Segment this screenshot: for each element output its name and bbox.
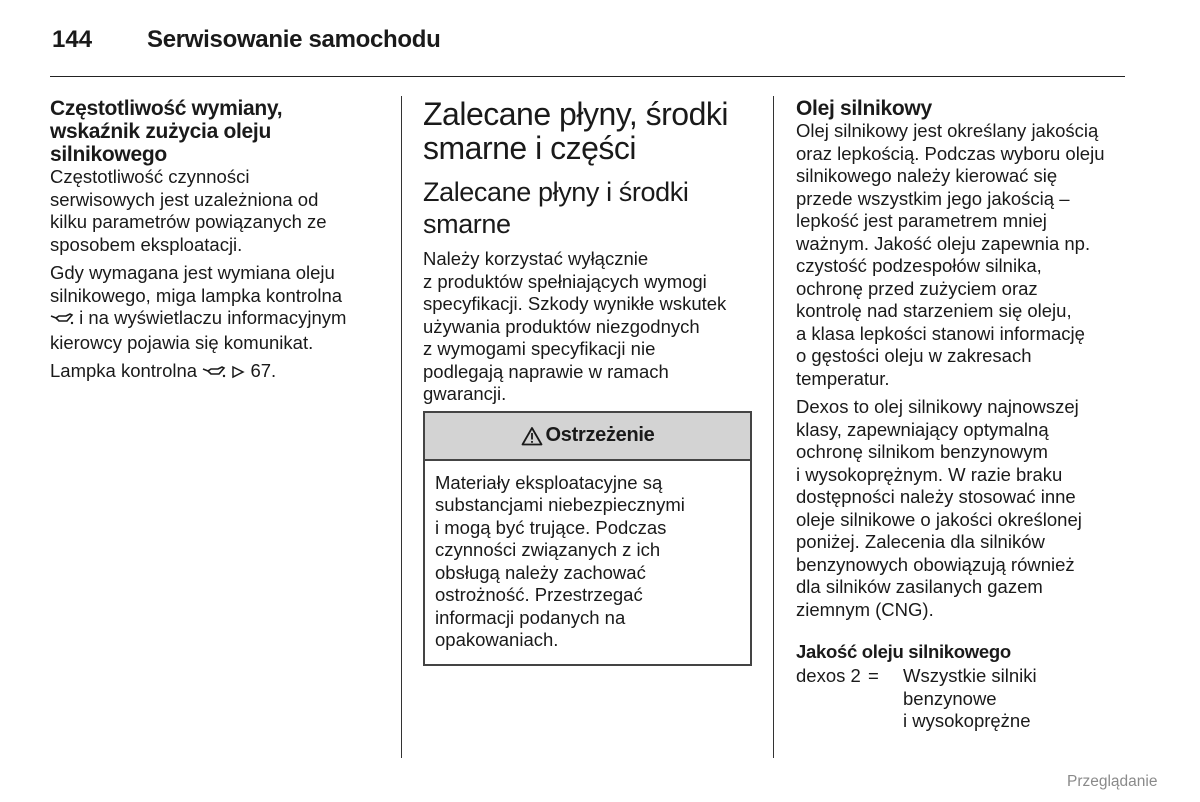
text-line [50,360,385,385]
subtitle-line: Zalecane płyny i środki [423,177,689,207]
page-reference-link[interactable]: 67. [245,360,277,381]
text-line: Gdy wymagana jest wymiana oleju [50,262,335,283]
spec-equals: = [868,665,879,686]
warning-title: Ostrzeżenie [545,424,655,446]
subtitle [423,176,758,240]
section-heading-oil-change [50,97,385,166]
text-line: silnikowego, miga lampka kontrolna [50,284,343,306]
text-line: lepkość jest parametrem mniej [796,210,1047,231]
text-line: benzynowe [903,687,997,709]
text-line: serwisowych jest uzależniona od [50,188,319,210]
text-line [50,307,385,332]
text-line: Częstotliwość czynności [50,166,250,187]
subtitle-line: smarne [423,209,511,239]
main-title [423,97,758,165]
text-line: ziemnym (CNG). [796,598,934,620]
text-line: opakowaniach. [435,629,559,650]
text-line: przede wszystkim jego jakością – [796,187,1070,209]
text-line: ochronę silnikom benzynowym [796,441,1048,462]
text-line: temperatur. [796,367,890,389]
text-line: silnikowego należy kierować się [796,165,1058,186]
column-divider [401,96,402,758]
text-line: z produktów spełniających wymogi [423,270,707,292]
paragraph-service-frequency [50,166,385,256]
column-middle [423,97,758,666]
text-line: kilku parametrów powiązanych ze [50,211,327,232]
text-line: poniżej. Zalecenia dla silników [796,531,1045,552]
text-line: ochronę przed zużyciem oraz [796,277,1038,299]
header-rule [50,76,1125,77]
paragraph-oil-quality [796,120,1136,390]
text-line: i wysokoprężne [903,710,1031,731]
paragraph-dexos [796,396,1136,621]
text-line: oleje silnikowe o jakości określonej [796,508,1082,530]
text-line: ostrożność. Przestrzegać [435,584,643,605]
text-line: czystość podzespołów silnika, [796,255,1042,276]
browse-link[interactable]: Przeglądanie [1067,773,1158,790]
chapter-title: Serwisowanie samochodu [147,26,441,53]
text-line: kontrolę nad starzeniem się oleju, [796,300,1072,321]
text-line: i mogą być trujące. Podczas [435,516,667,538]
heading-line: wskaźnik zużycia oleju [50,120,271,143]
paragraph-oil-change-indicator [50,262,385,354]
subheading-oil-quality: Jakość oleju silnikowego [796,641,1011,662]
text-line: kierowcy pojawia się komunikat. [50,331,314,353]
page-number: 144 [52,26,93,53]
column-divider [773,96,774,758]
text-line: Olej silnikowy jest określany jakością [796,120,1099,141]
oil-can-icon [50,309,74,332]
text-line: podlegają naprawie w ramach [423,360,669,382]
text-line: czynności związanych z ich [435,539,661,560]
text-line: ważnym. Jakość oleju zapewnia np. [796,232,1091,254]
text-line: klasy, zapewniający optymalną [796,418,1049,440]
paragraph-product-requirements [423,248,758,406]
text-line: dostępności należy stosować inne [796,486,1076,507]
text-line: o gęstości oleju w zakresach [796,345,1032,366]
text-line: oraz lepkością. Podczas wyboru oleju [796,142,1105,164]
column-right [796,97,1136,733]
text-line: Materiały eksploatacyjne są [435,471,663,493]
warning-body [425,461,750,664]
text-line: i wysokoprężnym. W razie braku [796,463,1063,485]
heading-line: Częstotliwość wymiany, [50,97,283,120]
text-line: dla silników zasilanych gazem [796,576,1043,597]
title-line: Zalecane płyny, środki [423,96,728,132]
text-line: Dexos to olej silnikowy najnowszej [796,396,1079,417]
text-line: Wszystkie silniki [903,665,1037,686]
text-line: sposobem eksploatacji. [50,233,243,255]
warning-box [423,411,752,666]
text-line: z wymogami specyfikacji nie [423,338,656,359]
text-line: specyfikacji. Szkody wynikłe wskutek [423,293,727,314]
spec-row-dexos2 [796,665,1136,733]
warning-triangle-icon [521,426,543,446]
heading-line: silnikowego [50,143,167,166]
text-line: informacji podanych na [435,606,626,628]
column-left [50,97,385,385]
page-reference-arrow-icon[interactable] [231,362,245,385]
spec-description [903,665,1037,733]
text-line: benzynowych obowiązują również [796,553,1075,575]
paragraph-control-lamp-ref [50,360,385,385]
spec-name: dexos 2 [796,665,861,686]
text-segment: Lampka kontrolna [50,360,203,381]
text-line: gwarancji. [423,383,507,404]
text-segment: i na wyświetlaczu informacyjnym [74,307,347,328]
warning-header [425,413,750,461]
oil-can-icon [202,362,226,385]
title-line: smarne i części [423,130,636,166]
text-line: a klasa lepkości stanowi informację [796,322,1085,344]
section-heading-engine-oil: Olej silnikowy [796,97,932,120]
text-line: używania produktów niezgodnych [423,315,700,337]
text-line: substancjami niebezpiecznymi [435,494,685,515]
text-line: Należy korzystać wyłącznie [423,248,649,269]
text-line: obsługą należy zachować [435,561,646,583]
